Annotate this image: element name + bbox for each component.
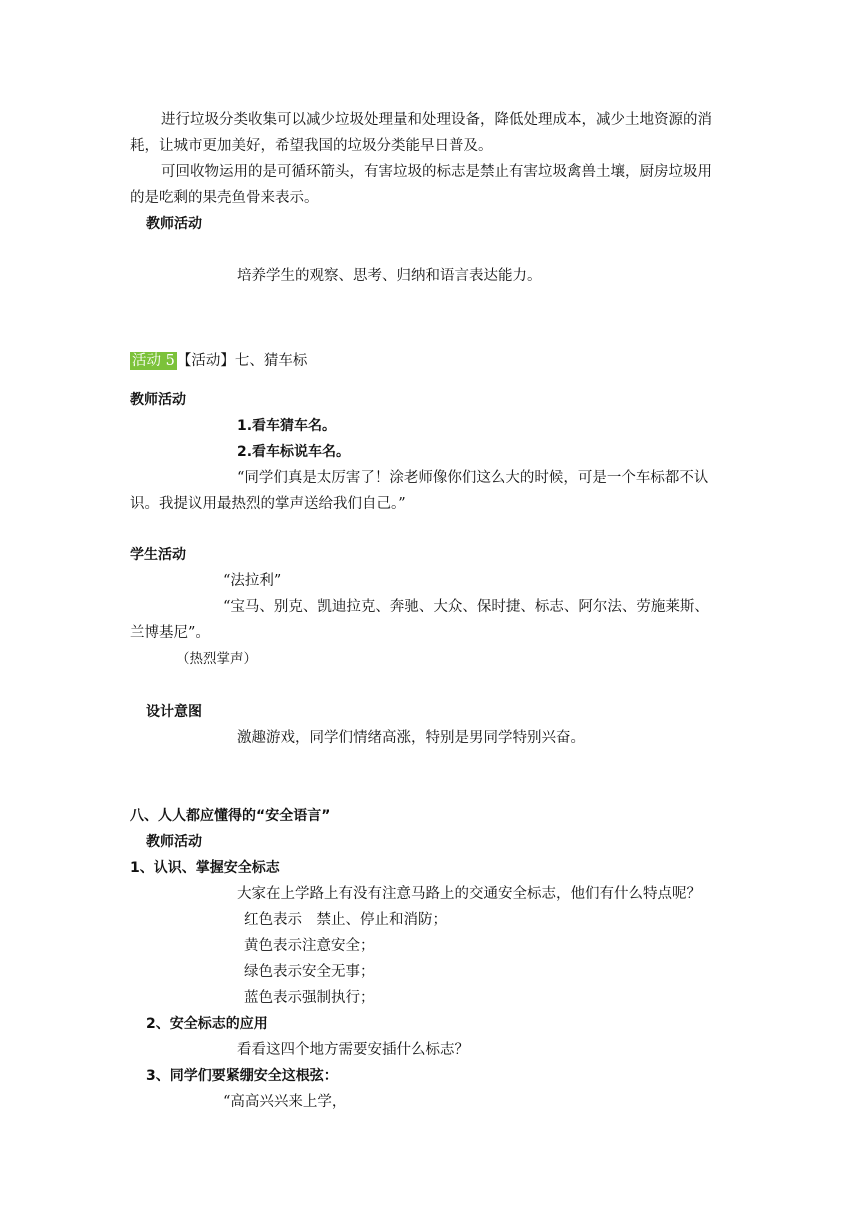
design-intent-text: 激趣游戏，同学们情绪高涨，特别是男同学特别兴奋。 [237, 730, 585, 746]
section-8-item-1-question: 大家在上学路上有没有注意马路上的交通安全标志，他们有什么特点呢？ [237, 886, 701, 902]
red-meaning: 红色表示 禁止、停止和消防； [244, 912, 447, 928]
activity-5-badge: 活动 5 [132, 353, 175, 369]
intro-paragraph-1-line-2: 耗，让城市更加美好，希望我国的垃圾分类能早日普及。 [130, 138, 493, 154]
activity-5-quote-line-1: “同学们真是太厉害了！涂老师像你们这么大的时候，可是一个车标都不认 [237, 470, 709, 486]
section-8-teacher-heading: 教师活动 [146, 834, 202, 850]
design-intent-heading: 设计意图 [146, 704, 202, 720]
student-activity-line-3: 兰博基尼”。 [130, 625, 210, 641]
intro-paragraph-2-line-2: 的是吃剩的果壳鱼骨来表示。 [130, 190, 319, 206]
activity-5-step-1: 1.看车猜车名。 [237, 418, 337, 434]
intro-paragraph-2-line-1: 可回收物运用的是可循环箭头，有害垃圾的标志是禁止有害垃圾禽兽土壤，厨房垃圾用 [161, 164, 712, 180]
section-8-item-3: 3、同学们要紧绷安全这根弦： [146, 1068, 338, 1084]
activity-5-step-2: 2.看车标说车名。 [237, 444, 351, 460]
section-8-item-2: 2、安全标志的应用 [146, 1016, 268, 1032]
green-meaning: 绿色表示安全无事； [244, 964, 375, 980]
yellow-meaning: 黄色表示注意安全； [244, 938, 375, 954]
activity-5-quote-line-2: 识。我提议用最热烈的掌声送给我们自己。” [130, 496, 406, 512]
activity-5-header [130, 351, 307, 371]
teacher-activity-text: 培养学生的观察、思考、归纳和语言表达能力。 [237, 268, 542, 284]
section-8-item-3-quote: “高高兴兴来上学， [223, 1094, 347, 1110]
activity-5-title: 【活动】七、猜车标 [176, 353, 308, 369]
section-8-item-2-question: 看看这四个地方需要安插什么标志？ [237, 1042, 469, 1058]
student-activity-line-2: “宝马、别克、凯迪拉克、奔驰、大众、保时捷、标志、阿尔法、劳施莱斯、 [223, 599, 709, 615]
section-8-title: 八、人人都应懂得的“安全语言” [130, 808, 331, 824]
activity-5-teacher-heading: 教师活动 [130, 392, 186, 408]
student-activity-line-1: “法拉利” [223, 573, 282, 589]
intro-paragraph-1-line-1: 进行垃圾分类收集可以减少垃圾处理量和处理设备，降低处理成本，减少土地资源的消 [161, 112, 712, 128]
blue-meaning: 蓝色表示强制执行； [244, 990, 375, 1006]
section-8-item-1: 1、认识、掌握安全标志 [130, 860, 280, 876]
student-activity-line-4: （热烈掌声） [176, 651, 257, 667]
teacher-activity-heading: 教师活动 [146, 216, 202, 232]
student-activity-heading: 学生活动 [130, 547, 186, 563]
